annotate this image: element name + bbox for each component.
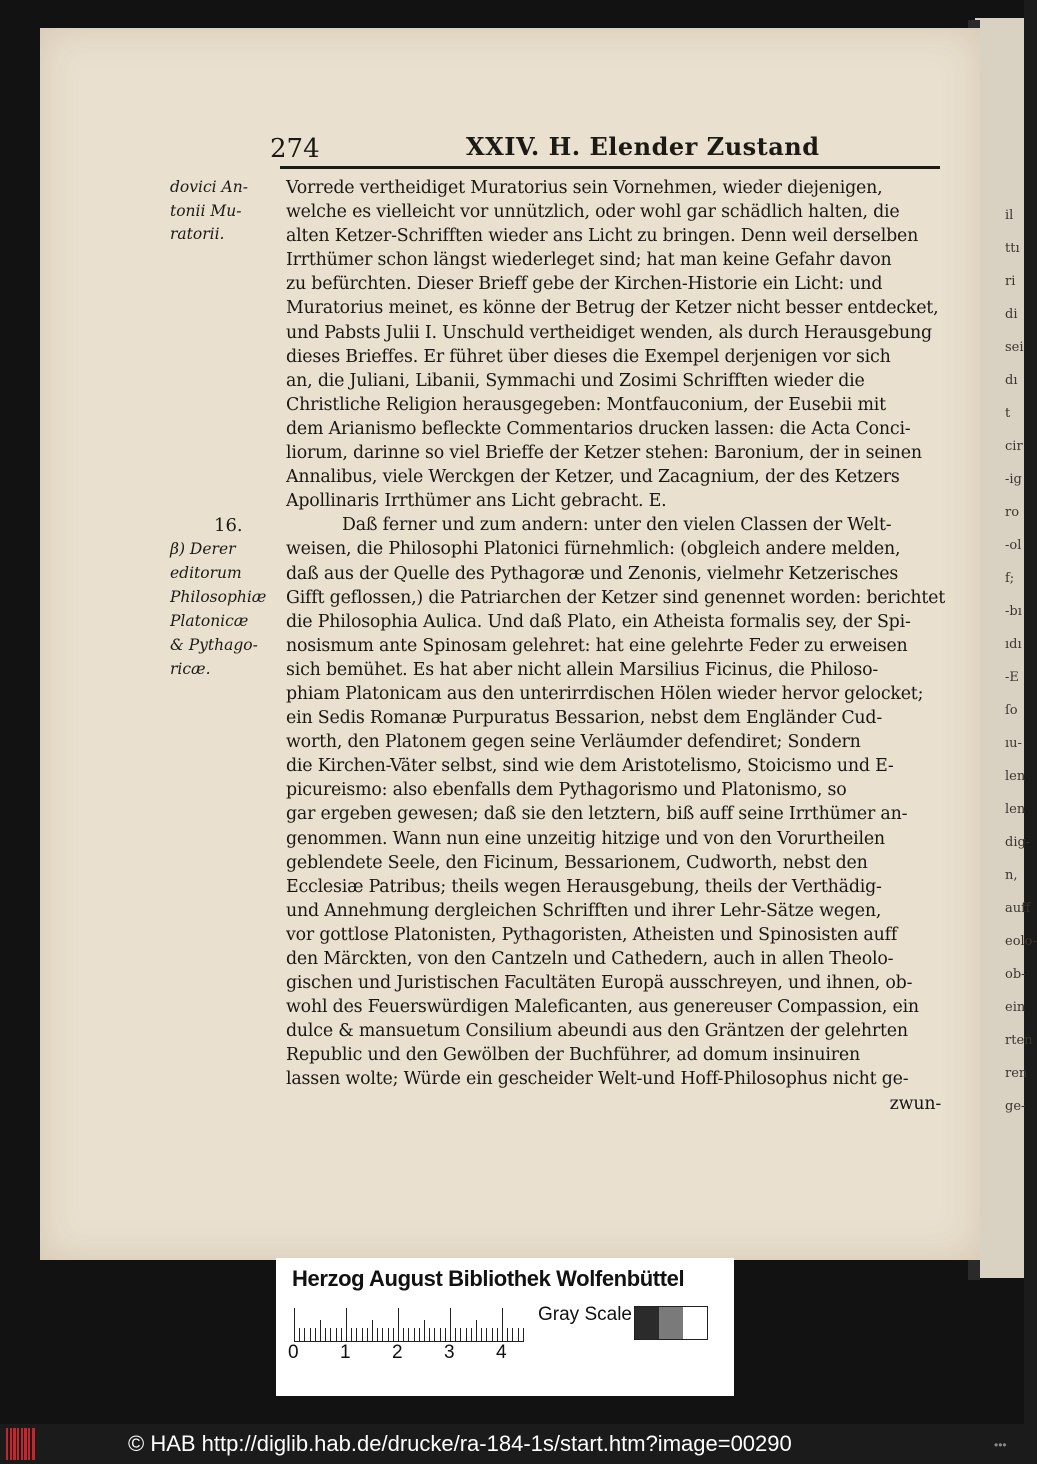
next-page-edge <box>975 18 1037 1278</box>
text-line: zu befürchten. Dieser Brieff gebe der Kirchen-Historie ein Licht: und <box>286 274 883 295</box>
text-line: picureismo: also ebenfalls dem Pythagorismo und Platonismo, so <box>286 780 847 801</box>
text-line: ein Sedis Romanæ Purpuratus Bessarion, nebst dem Engländer Cud- <box>286 708 883 729</box>
text-line: gar ergeben gewesen; daß sie den letztern, biß auff seine Irrthümer an- <box>286 804 908 825</box>
next-page-fragment: sei <box>1005 340 1024 355</box>
text-line: zwun- <box>889 1093 941 1114</box>
text-line: und Pabsts Julii I. Unschuld vertheidiget wenden, als durch Herausgebung <box>286 322 932 343</box>
text-line: liorum, darinne so viel Brieffe der Ketzer stehen: Baronium, der in seinen <box>286 443 922 464</box>
page-header <box>270 128 950 168</box>
text-line: dieses Brieffes. Er führet über dieses die Exempel derjenigen vor sich <box>286 346 891 367</box>
text-line: Daß ferner und zum andern: unter den vielen Classen der Welt- <box>342 515 892 536</box>
text-line: dulce & mansuetum Consilium abeundi aus den Gräntzen der gelehrten <box>286 1021 908 1042</box>
text-line: welche es vielleicht vor unnützlich, oder wohl gar schädlich halten, die <box>286 202 900 223</box>
next-page-fragment: ſo <box>1005 703 1018 718</box>
ruler-tick <box>315 1328 316 1342</box>
ruler-tick <box>336 1328 337 1342</box>
ruler-tick <box>460 1328 461 1342</box>
ruler-label: 0 <box>288 1342 299 1363</box>
ruler-tick <box>429 1328 430 1342</box>
text-line: gischen und Juristischen Facultäten Europä ausschreyen, und ihnen, ob- <box>286 973 913 994</box>
next-page-fragment: ein <box>1005 1000 1026 1015</box>
ruler-tick <box>372 1320 373 1342</box>
gray-scale-swatches <box>634 1306 708 1340</box>
next-page-fragment: f; <box>1005 571 1015 586</box>
text-line: vor gottlose Platonisten, Pythagoristen, Atheisten und Spinosisten auff <box>286 924 898 945</box>
ruler-tick <box>294 1308 295 1342</box>
gray-swatch <box>635 1307 659 1339</box>
text-line: Ecclesiæ Patribus; theils wegen Herausgebung, theils der Verthädig- <box>286 876 882 897</box>
ruler-tick <box>408 1328 409 1342</box>
next-page-fragment: auff <box>1005 901 1031 916</box>
next-page-fragment: eolo- <box>1005 934 1037 949</box>
next-page-fragment: ttı <box>1005 241 1020 256</box>
next-page-fragment: -ig <box>1005 472 1022 487</box>
color-calibration-card <box>276 1258 734 1396</box>
next-page-fragment: -bı <box>1005 604 1022 619</box>
ruler-tick <box>440 1328 441 1342</box>
next-page-fragment: len <box>1005 802 1026 817</box>
ruler-tick <box>471 1328 472 1342</box>
ruler-tick <box>502 1308 503 1342</box>
ruler-tick <box>424 1320 425 1342</box>
ruler-tick <box>362 1328 363 1342</box>
ruler-tick <box>341 1328 342 1342</box>
next-page-fragment: ob- <box>1005 967 1026 982</box>
next-page-fragment: di <box>1005 307 1018 322</box>
ruler-tick <box>492 1328 493 1342</box>
ruler-tick <box>455 1328 456 1342</box>
ruler-tick <box>398 1308 399 1342</box>
text-line: geblendete Seele, den Ficinum, Bessarionem, Cudworth, nebst den <box>286 852 868 873</box>
margin-note: editorum <box>170 564 242 582</box>
text-line: genommen. Wann nun eine unzeitig hitzige und von den Vorurtheilen <box>286 828 885 849</box>
text-line: an, die Juliani, Libanii, Symmachi und Zosimi Schrifften wieder die <box>286 370 865 391</box>
ruler-tick <box>304 1328 305 1342</box>
ruler-tick <box>388 1328 389 1342</box>
ruler-tick <box>351 1328 352 1342</box>
page-number: 274 <box>270 134 320 164</box>
header-rule <box>280 166 940 169</box>
text-line: Muratorius meinet, es könne der Betrug der Ketzer nicht besser entdecket, <box>286 298 939 319</box>
ruler-tick <box>299 1328 300 1342</box>
ruler-labels <box>288 1342 538 1366</box>
text-line: Republic und den Gewölben der Buchführer, ad domum insinuiren <box>286 1045 860 1066</box>
ruler-tick <box>512 1328 513 1342</box>
margin-note: ratorii. <box>170 225 225 243</box>
ruler-tick <box>507 1328 508 1342</box>
next-page-fragment: t <box>1005 406 1011 421</box>
running-head: XXIV. H. Elender Zustand <box>466 132 820 161</box>
ruler-tick <box>403 1328 404 1342</box>
ruler-label: 1 <box>340 1342 351 1363</box>
gray-scale-label: Gray Scale <box>538 1304 632 1325</box>
centimeter-ruler <box>294 1308 524 1342</box>
margin-note: Platonicæ <box>170 612 249 630</box>
margin-note: 16. <box>214 515 243 536</box>
next-page-fragment: -E <box>1005 670 1019 685</box>
ruler-tick <box>356 1328 357 1342</box>
text-line: Irrthümer schon längst wiederleget sind; hat man keine Gefahr davon <box>286 250 892 271</box>
margin-note: Philosophiæ <box>170 588 267 606</box>
ruler-tick <box>320 1320 321 1342</box>
ruler-tick <box>523 1328 524 1342</box>
text-line: die Philosophia Aulica. Und daß Plato, ein Atheista formalis sey, der Spi- <box>286 611 911 632</box>
next-page-fragment: cir <box>1005 439 1023 454</box>
ruler-tick <box>330 1328 331 1342</box>
ruler-tick <box>518 1328 519 1342</box>
text-line: den Märckten, von den Cantzeln und Cathedern, auch in allen Theolo- <box>286 949 894 969</box>
ruler-tick <box>377 1328 378 1342</box>
text-line: alten Ketzer-Schrifften wieder ans Licht zu bringen. Denn weil derselben <box>286 226 919 247</box>
next-page-fragment: dig- <box>1005 835 1031 850</box>
ruler-tick <box>450 1308 451 1342</box>
text-line: daß aus der Quelle des Pythagoræ und Zenonis, vielmehr Ketzerisches <box>286 563 899 584</box>
ruler-tick <box>466 1328 467 1342</box>
ruler-tick <box>497 1328 498 1342</box>
library-name: Herzog August Bibliothek Wolfenbüttel <box>292 1266 685 1291</box>
next-page-fragment: ıdı <box>1005 637 1022 652</box>
margin-note: tonii Mu- <box>170 201 242 220</box>
next-page-fragment: len <box>1005 769 1026 784</box>
ruler-tick <box>434 1328 435 1342</box>
next-page-fragment: rten <box>1005 1033 1033 1048</box>
copyright-link[interactable]: © HAB http://diglib.hab.de/drucke/ra-184-1s/start.htm?image=00290 <box>128 1431 792 1456</box>
ruler-tick <box>486 1328 487 1342</box>
ruler-label: 3 <box>444 1342 455 1363</box>
ruler-tick <box>310 1328 311 1342</box>
next-page-fragment: ıu- <box>1005 736 1022 751</box>
margin-note: & Pythago- <box>170 636 258 654</box>
ruler-tick <box>419 1328 420 1342</box>
ruler-tick <box>346 1308 347 1342</box>
text-line: die Kirchen-Väter selbst, sind wie dem Aristotelismo, Stoicismo und E- <box>286 756 894 777</box>
next-page-fragment: il <box>1005 208 1014 223</box>
next-page-fragment: ro <box>1005 505 1020 520</box>
text-line: weisen, die Philosophi Platonici fürnehmlich: (obgleich andere melden, <box>286 539 901 560</box>
text-line: worth, den Platonem gegen seine Verläumder defendiret; Sondern <box>286 732 861 753</box>
text-line: nosismum ante Spinosam gelehret: hat eine gelehrte Feder zu erweisen <box>286 635 908 656</box>
ruler-tick <box>476 1320 477 1342</box>
text-line: Vorrede vertheidiget Muratorius sein Vornehmen, wieder diejenigen, <box>286 178 883 198</box>
gray-swatch <box>683 1307 707 1339</box>
text-line: Annalibus, viele Werckgen der Ketzer, und Zacagnium, der des Ketzers <box>286 467 900 488</box>
ruler-tick <box>414 1328 415 1342</box>
next-page-fragment: ren <box>1005 1066 1028 1081</box>
margin-note: dovici An- <box>170 178 248 196</box>
ruler-label: 2 <box>392 1342 403 1363</box>
ruler-tick <box>445 1328 446 1342</box>
text-line: dem Arianismo befleckte Commentarios drucken lassen: die Acta Conci- <box>286 418 911 439</box>
ruler-tick <box>382 1328 383 1342</box>
ruler-tick <box>367 1328 368 1342</box>
next-page-fragment: -ol <box>1005 538 1022 553</box>
text-line: wohl des Feuerswürdigen Maleficanten, aus genereuser Compassion, ein <box>286 997 919 1018</box>
ruler-tick <box>481 1328 482 1342</box>
barcode-icon <box>6 1428 36 1460</box>
ruler-tick <box>325 1328 326 1342</box>
text-line: phiam Platonicam aus den unterirrdischen Hölen wieder hervor gelocket; <box>286 683 924 704</box>
margin-note: β) Derer <box>170 540 236 558</box>
text-line: Gifft geflossen,) die Patriarchen der Ketzer sind genennet worden: berichtet <box>286 587 946 608</box>
next-page-fragment: ri <box>1005 274 1016 289</box>
body-text <box>286 176 946 1116</box>
viewer-footer <box>0 1424 1024 1464</box>
next-page-fragment: dı <box>1005 373 1018 388</box>
text-line: sich bemühet. Es hat aber nicht allein Marsilius Ficinus, die Philoso- <box>286 659 879 680</box>
text-line: Apollinaris Irrthümer ans Licht gebracht. E. <box>286 491 667 512</box>
ruler-label: 4 <box>496 1342 507 1363</box>
gray-swatch <box>659 1307 683 1339</box>
margin-note: ricæ. <box>170 660 211 678</box>
text-line: lassen wolte; Würde ein gescheider Welt-und Hoff-Philosophus nicht ge- <box>286 1069 909 1090</box>
more-icon[interactable]: ••• <box>994 1438 1007 1452</box>
text-line: und Annehmung dergleichen Schrifften und ihrer Lehr-Sätze wegen, <box>286 900 882 921</box>
text-line: Christliche Religion herausgegeben: Montfauconium, der Eusebii mit <box>286 394 886 415</box>
ruler-tick <box>393 1328 394 1342</box>
next-page-fragment: n, <box>1005 868 1018 883</box>
next-page-fragment: ge- <box>1005 1099 1026 1114</box>
